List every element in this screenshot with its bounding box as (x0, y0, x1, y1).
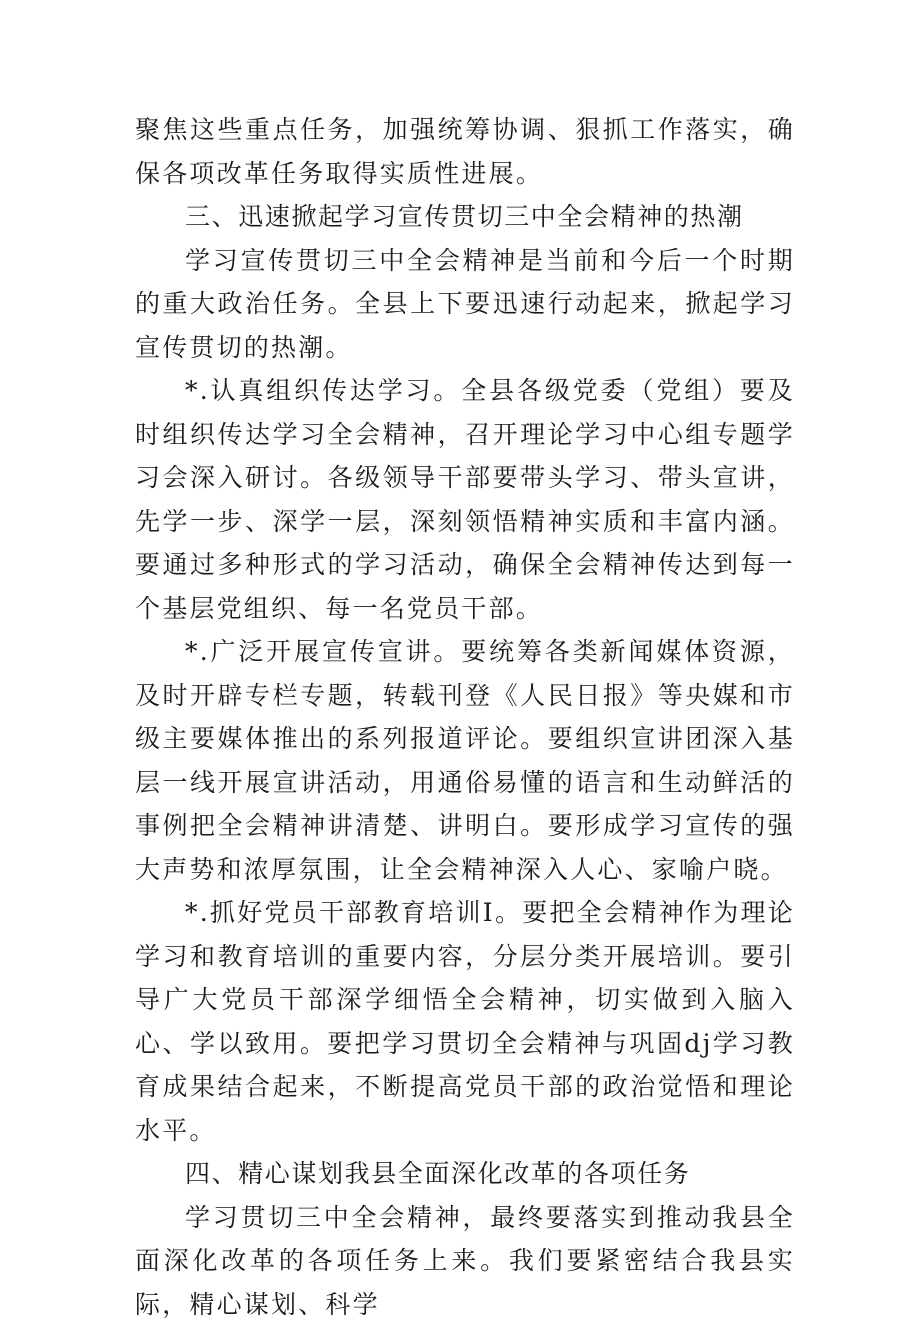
paragraph-continuation: 聚焦这些重点任务，加强统筹协调、狠抓工作落实，确保各项改革任务取得实质性进展。 (135, 108, 795, 195)
paragraph-intro-study: 学习宣传贯切三中全会精神是当前和今后一个时期的重大政治任务。全县上下要迅速行动起来，掀起学习宣传贯切的热潮。 (135, 239, 795, 370)
paragraph-reform-tasks: 学习贯切三中全会精神，最终要落实到推动我县全面深化改革的各项任务上来。我们要紧密结合我县实际，精心谋划、科学 (135, 1196, 795, 1326)
paragraph-publicity: *.广泛开展宣传宣讲。要统筹各类新闻媒体资源，及时开辟专栏专题，转载刊登《人民日报》等央媒和市级主要媒体推出的系列报道评论。要组织宣讲团深入基层一线开展宣讲活动，用通俗易懂的语言和生动鲜活的事例把全会精神讲清楚、讲明白。要形成学习宣传的强大声势和浓厚氛围，让全会精神深入人心、家喻户晓。 (135, 630, 795, 891)
section-heading-three: 三、迅速掀起学习宣传贯切三中全会精神的热潮 (135, 195, 795, 239)
paragraph-organize-study: *.认真组织传达学习。全县各级党委（党组）要及时组织传达学习全会精神，召开理论学习中心组专题学习会深入研讨。各级领导干部要带头学习、带头宣讲，先学一步、深学一层，深刻领悟精神实质和丰富内涵。要通过多种形式的学习活动，确保全会精神传达到每一个基层党组织、每一名党员干部。 (135, 369, 795, 630)
paragraph-training: *.抓好党员干部教育培训I。要把全会精神作为理论学习和教育培训的重要内容，分层分类开展培训。要引导广大党员干部深学细悟全会精神，切实做到入脑入心、学以致用。要把学习贯切全会精神与巩固dj学习教育成果结合起来，不断提高党员干部的政治觉悟和理论水平。 (135, 891, 795, 1152)
section-heading-four: 四、精心谋划我县全面深化改革的各项任务 (135, 1152, 795, 1196)
document-body (135, 108, 795, 1326)
